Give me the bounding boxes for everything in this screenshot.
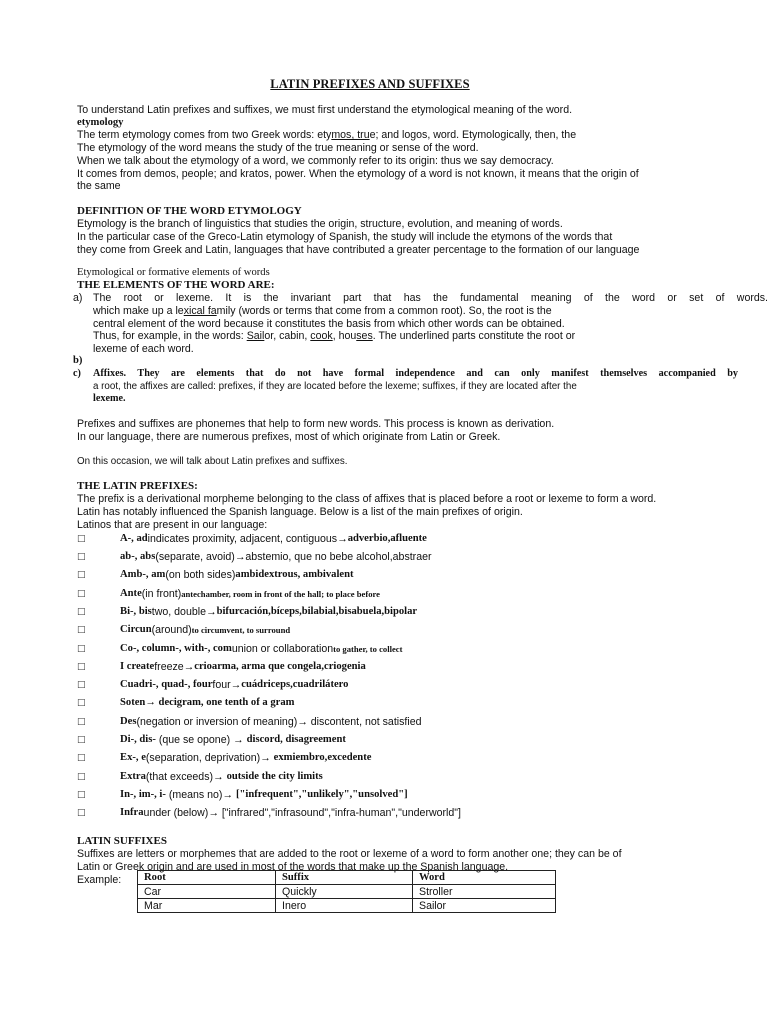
prefix-examples: exmiembro,excedente: [273, 752, 372, 764]
prefix-term: Extra: [120, 770, 146, 782]
list-item: [77, 713, 697, 731]
list-item: [77, 658, 697, 676]
prefix-term: Circun: [120, 624, 152, 636]
prefixes-section: [77, 480, 717, 531]
prefix-meaning: (means no)→: [165, 788, 236, 801]
prefix-examples: crioarma, arma que congela,criogenia: [194, 660, 366, 672]
derivation-line: Prefixes and suffixes are phonemes that help to form new words. This process is known as derivation.: [77, 418, 555, 430]
table-cell: Mar: [138, 899, 276, 913]
table-cell: Car: [138, 885, 276, 899]
derivation-section: [77, 418, 697, 468]
list-item: [77, 804, 697, 822]
element-c-first-line: [73, 368, 738, 381]
list-item: [77, 640, 697, 658]
list-item: [77, 567, 697, 585]
bullet-icon: □: [77, 808, 86, 819]
prefix-term: Co-, column-, with-, com: [120, 642, 232, 654]
list-item: [77, 695, 697, 713]
prefix-term: I create: [120, 660, 155, 672]
intro-line: [77, 129, 677, 142]
prefix-examples: adverbio,afluente: [347, 532, 427, 544]
element-c: [73, 368, 738, 405]
element-c-text: Affixes. They are elements that do not have formal independence and can only manifest themselves accompanied by: [93, 368, 738, 379]
list-item: [77, 621, 697, 639]
bullet-icon: □: [77, 735, 86, 746]
prefix-term: Cuadri-, quad-, four: [120, 679, 213, 691]
prefix-meaning: four→: [212, 679, 242, 692]
element-a-line: lexeme of each word.: [93, 343, 194, 356]
prefix-meaning: (around): [151, 624, 192, 637]
column-header: Suffix: [276, 871, 413, 885]
definition-heading: DEFINITION OF THE WORD ETYMOLOGY: [77, 205, 302, 217]
bullet-icon: □: [77, 588, 86, 599]
prefix-term: Amb-, am: [120, 569, 166, 581]
element-a: [73, 292, 768, 356]
elements-subtitle: Etymological or formative elements of words: [77, 267, 270, 278]
suffixes-line: Latin or Greek origin and are used in most of the words that make up the Spanish language.: [77, 860, 509, 873]
list-item: [77, 768, 697, 786]
text-span: . The underlined parts constitute the root or: [372, 330, 576, 343]
list-item: [77, 731, 697, 749]
table-header-row: [138, 871, 556, 885]
definition-section: [77, 205, 697, 256]
list-item: [77, 786, 697, 804]
underlined-text: mos, tru: [331, 129, 370, 142]
prefix-term: Soten→ decigram, one tenth of a gram: [120, 697, 295, 709]
bullet-icon: □: [77, 661, 86, 672]
underlined-text: Sail: [246, 330, 265, 343]
bullet-icon: □: [77, 698, 86, 709]
table-row: [138, 885, 556, 899]
list-marker-c: c): [73, 368, 81, 379]
text-span: The term etymology comes from two Greek words: ety: [77, 129, 332, 142]
derivation-line: In our language, there are numerous prefixes, most of which originate from Latin or Greek.: [77, 430, 501, 443]
prefix-examples: antechamber, room in front of the hall; to place before: [181, 588, 380, 599]
prefix-term: Di-, dis-: [120, 734, 156, 746]
prefix-examples: ["infrequent","unlikely","unsolved"]: [235, 788, 408, 800]
prefixes-line: Latin has notably influenced the Spanish language. Below is a list of the main prefixes of origin.: [77, 505, 523, 518]
list-marker-a: a): [73, 292, 83, 304]
underlined-text: xical fa: [183, 304, 217, 317]
elements-heading: THE ELEMENTS OF THE WORD ARE:: [77, 279, 275, 291]
prefix-examples: to circumvent, to surround: [191, 625, 291, 636]
list-item: [77, 603, 697, 621]
bullet-icon: □: [77, 753, 86, 764]
prefix-term: Ante: [120, 587, 142, 599]
prefix-term: Ex-, e: [120, 752, 146, 764]
prefix-examples: outside the city limits: [226, 770, 323, 782]
table-row: [138, 899, 556, 913]
table-cell: Sailor: [413, 899, 556, 913]
prefixes-line: The prefix is a derivational morpheme belonging to the class of affixes that is placed before a root or lexeme to form a word.: [77, 493, 657, 505]
underlined-text: cook: [310, 330, 333, 343]
prefix-meaning: (in front): [141, 587, 182, 600]
prefix-term: A-, ad: [120, 532, 148, 544]
bullet-icon: □: [77, 625, 86, 636]
intro-line: The etymology of the word means the study of the true meaning or sense of the word.: [77, 142, 479, 154]
element-a-line: central element of the word because it constitutes the basis from which other words can be obtained.: [93, 317, 565, 330]
prefix-meaning: (que se opone) →: [155, 734, 247, 747]
underlined-text: ses: [356, 330, 373, 343]
table-cell: Stroller: [413, 885, 556, 899]
prefix-meaning: (negation or inversion of meaning)→ discontent, not satisfied: [136, 715, 422, 728]
bullet-icon: □: [77, 771, 86, 782]
prefix-meaning: indicates proximity, adjacent, contiguous→: [147, 532, 348, 545]
element-a-first-line: [73, 292, 768, 305]
element-a-line: [73, 330, 768, 343]
text-span: which make up a le: [93, 304, 184, 317]
table-cell: Inero: [276, 899, 413, 913]
list-item: [77, 585, 697, 603]
intro-line: When we talk about the etymology of a word, we commonly refer to its origin: thus we say democracy.: [77, 154, 554, 167]
prefix-term: Des: [120, 715, 137, 727]
bullet-icon: □: [77, 643, 86, 654]
element-c-line: lexeme.: [93, 392, 126, 404]
element-c-line: a root, the affixes are called: prefixes, if they are located before the lexeme; suffixes, if they are located after the: [93, 380, 577, 392]
definition-line: they come from Greek and Latin, languages that have contributed a greater percentage to the formation of our language: [77, 243, 640, 256]
element-a-text: The root or lexeme. It is the invariant part that has the fundamental meaning of the word or set of words.: [93, 292, 768, 304]
list-item: [77, 548, 697, 566]
list-marker-b: b): [73, 355, 83, 366]
intro-line: the same: [77, 180, 121, 193]
prefix-meaning: union or collaboration: [231, 642, 334, 655]
prefix-meaning: (separation, deprivation)→: [145, 752, 274, 765]
prefix-term: Bi-, bis: [120, 605, 152, 617]
prefix-term: Infra: [120, 807, 144, 819]
text-span: Thus, for example, in the words:: [93, 330, 247, 343]
column-header: Word: [413, 871, 556, 885]
derivation-line: On this occasion, we will talk about Latin prefixes and suffixes.: [77, 455, 348, 467]
intro-section: [77, 104, 677, 193]
page-title: LATIN PREFIXES AND SUFFIXES: [270, 77, 470, 91]
text-span: or, cabin,: [264, 330, 311, 343]
prefix-meaning: (on both sides): [165, 569, 236, 582]
suffixes-heading: LATIN SUFFIXES: [77, 835, 167, 847]
bullet-icon: □: [77, 680, 86, 691]
intro-line: It comes from demos, people; and kratos, power. When the etymology of a word is not known, it means that the origin of: [77, 167, 639, 180]
list-item: [77, 676, 697, 694]
suffix-example-table: [137, 870, 556, 913]
suffixes-line: Suffixes are letters or morphemes that are added to the root or lexeme of a word to form another one; they can be of: [77, 848, 622, 860]
prefix-examples: to gather, to collect: [333, 643, 403, 654]
prefix-list: [77, 530, 697, 823]
bullet-icon: □: [77, 716, 86, 727]
definition-line: In the particular case of the Greco-Latin etymology of Spanish, the study will include the etymons of the words that: [77, 230, 613, 243]
text-span: , hou: [332, 330, 357, 343]
etymology-subhead: etymology: [77, 116, 124, 128]
prefixes-line: Latinos that are present in our language:: [77, 518, 268, 531]
elements-section: [77, 267, 767, 292]
table-cell: Quickly: [276, 885, 413, 899]
suffixes-line: Example:: [77, 873, 122, 886]
prefix-meaning: under (below)→ ["infrared","infrasound","infra-human","underworld"]: [143, 807, 461, 820]
prefixes-heading: THE LATIN PREFIXES:: [77, 480, 198, 492]
intro-line: To understand Latin prefixes and suffixes, we must first understand the etymological meaning of the word.: [77, 104, 573, 116]
prefix-examples: ambidextrous, ambivalent: [235, 569, 354, 581]
prefix-term: ab-, abs: [120, 551, 156, 563]
text-span: e; and logos, word. Etymologically, then, the: [369, 129, 577, 142]
prefix-examples: discord, disagreement: [246, 734, 346, 746]
bullet-icon: □: [77, 570, 86, 581]
bullet-icon: □: [77, 789, 86, 800]
column-header: Root: [138, 871, 276, 885]
prefix-meaning: freeze→: [154, 660, 195, 673]
element-a-line: [73, 305, 768, 318]
definition-line: Etymology is the branch of linguistics that studies the origin, structure, evolution, and meaning of words.: [77, 218, 563, 230]
bullet-icon: □: [77, 533, 86, 544]
prefix-term: In-, im-, i-: [120, 788, 166, 800]
prefix-examples: bifurcación,bíceps,bilabial,bisabuela,bipolar: [216, 605, 418, 617]
list-item: [77, 530, 697, 548]
text-span: mily (words or terms that come from a common root). So, the root is the: [216, 304, 552, 317]
prefix-meaning: two, double→: [151, 605, 217, 618]
bullet-icon: □: [77, 552, 86, 563]
prefix-meaning: (separate, avoid)→abstemio, que no bebe alcohol,abstraer: [155, 551, 432, 564]
prefix-meaning: (that exceeds)→: [145, 770, 227, 783]
prefix-examples: cuádriceps,cuadrilátero: [241, 679, 349, 691]
list-item: [77, 750, 697, 768]
bullet-icon: □: [77, 606, 86, 617]
